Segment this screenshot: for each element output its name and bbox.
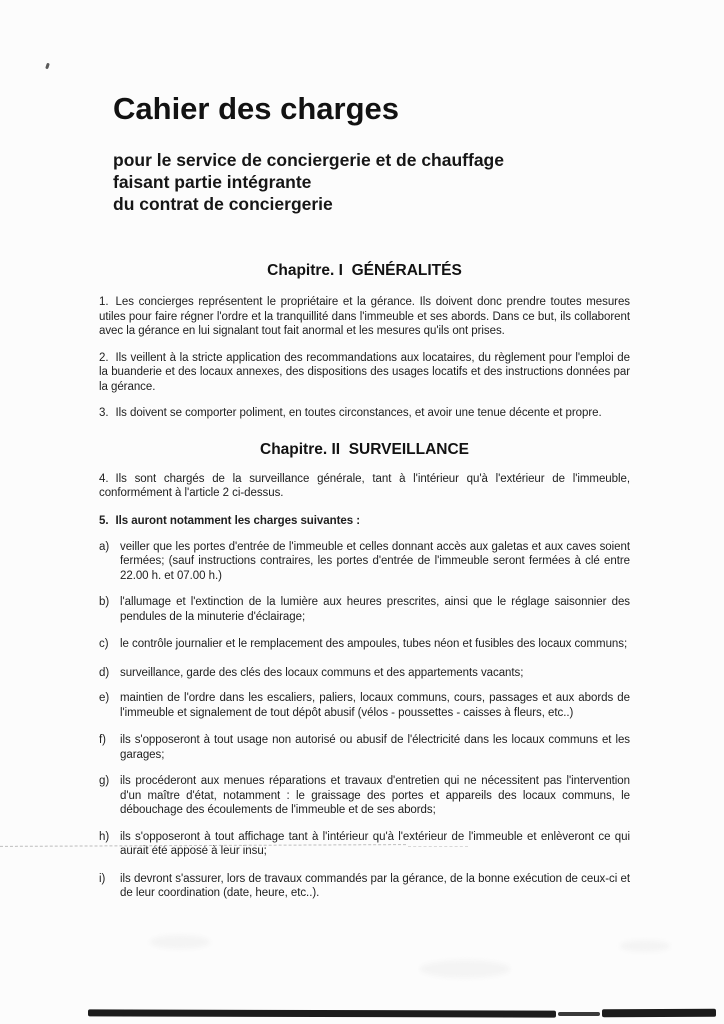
subtitle-line-1: pour le service de conciergerie et de chauffage (113, 150, 504, 170)
chapter-2-heading: Chapitre. II SURVEILLANCE (260, 441, 469, 458)
item-a-text: veiller que les portes d'entrée de l'immeuble et celles donnant accès aux galetas et aux caves soient fermées; (sauf instructions contraires, les portes d'entrée de l'immeuble seront fermées à clé entre 22.00 h. et 07.00 h.) (120, 540, 630, 582)
paragraph-4-text: Ils sont chargés de la surveillance générale, tant à l'intérieur qu'à l'extérieur de l'immeuble, conformément à l'article 2 ci-dessus. (99, 472, 630, 500)
item-b-letter: b) (99, 596, 110, 609)
paragraph-5-number: 5. (99, 514, 109, 527)
list-item-a (99, 540, 630, 584)
item-i-letter: i) (99, 872, 106, 885)
list-item-f (99, 733, 630, 762)
page-title: Cahier des charges (113, 91, 400, 126)
list-item-i (99, 872, 630, 901)
item-e-text: maintien de l'ordre dans les escaliers, paliers, locaux communs, cours, passages et aux abords de l'immeuble et signalement de tout dépôt abusif (vélos - poussettes - caisses à fleurs, etc..) (120, 692, 630, 719)
subtitle (113, 149, 630, 215)
list-item-d (99, 666, 630, 681)
item-c-text: le contrôle journalier et le remplacement des ampoules, tubes néon et fusibles des locaux communs; (120, 638, 628, 651)
item-i-text: ils devront s'assurer, lors de travaux commandés par la gérance, de la bonne exécution de ceux-ci et de leur coordination (date, heure, etc..). (120, 872, 630, 900)
paragraph-3-number: 3. (99, 406, 109, 419)
scan-bottom-edge-bar (88, 1009, 556, 1017)
scan-crease-line-faint (408, 846, 468, 847)
paragraph-2-number: 2. (99, 351, 109, 364)
item-c-letter: c) (99, 638, 109, 651)
chapter-1-heading: Chapitre. I GÉNÉRALITÉS (267, 262, 462, 279)
scan-bottom-edge-bar (558, 1012, 600, 1016)
item-h-letter: h) (99, 830, 110, 843)
item-g-text: ils procéderont aux menues réparations et travaux d'entretien qui ne nécessitent pas l'intervention d'un maître d'état, notamment : le graissage des portes et appareils des locaux communs, le débouchage des écoulements de l'immeuble et de ses abords; (120, 775, 630, 817)
paragraph-5 (99, 514, 630, 529)
item-h-text: ils s'opposeront à tout affichage tant à l'intérieur qu'à l'extérieur de l'immeuble et enlèveront ce qui aurait été apposé à leur insu; (120, 830, 630, 858)
paragraph-2-text: Ils veillent à la stricte application des recommandations aux locataires, du règlement pour l'emploi de la buanderie et des locaux annexes, des dispositions des usages locatifs et des instructions données par la gérance. (99, 351, 630, 393)
paragraph-1 (99, 295, 630, 339)
paragraph-3-text: Ils doivent se comporter poliment, en toutes circonstances, et avoir une tenue décente et propre. (115, 406, 602, 419)
paragraph-1-text: Les concierges représentent le propriétaire et la gérance. Ils doivent donc prendre toutes mesures utiles pour faire régner l'ordre et la tranquillité dans l'immeuble et ses abords. Dans ce but, ils collaborent avec la gérance en lui signalant tout fait anormal et les mesures qu'ils ont prises. (99, 296, 630, 337)
list-item-g (99, 774, 630, 818)
paragraph-4 (99, 472, 630, 501)
item-d-text: surveillance, garde des clés des locaux communs et des appartements vacants; (120, 666, 524, 679)
paragraph-4-number: 4. (99, 472, 109, 485)
item-d-letter: d) (99, 666, 110, 679)
paragraph-5-text: Ils auront notamment les charges suivantes : (115, 514, 360, 527)
list-item-b (99, 595, 630, 624)
paragraph-2 (99, 351, 630, 395)
paragraph-3 (99, 406, 630, 421)
item-b-text: l'allumage et l'extinction de la lumière aux heures prescrites, ainsi que le réglage saisonnier des pendules de la minuterie d'éclairage; (120, 596, 630, 623)
item-g-letter: g) (99, 775, 110, 788)
paragraph-1-number: 1. (99, 296, 109, 308)
document-content (99, 0, 630, 901)
list-item-c (99, 637, 630, 652)
scan-speck-artifact (45, 63, 50, 70)
subtitle-line-3: du contrat de conciergerie (113, 194, 333, 214)
scan-smudge (420, 960, 510, 978)
item-e-letter: e) (99, 692, 110, 705)
scan-smudge (620, 940, 670, 952)
item-f-text: ils s'opposeront à tout usage non autorisé ou abusif de l'électricité dans les locaux communs et les garages; (120, 734, 630, 761)
subtitle-line-2: faisant partie intégrante (113, 172, 312, 192)
item-f-letter: f) (99, 734, 106, 747)
item-a-letter: a) (99, 540, 110, 553)
scan-bottom-edge-bar (602, 1009, 716, 1017)
scan-smudge (150, 935, 210, 949)
list-item-e (99, 691, 630, 720)
